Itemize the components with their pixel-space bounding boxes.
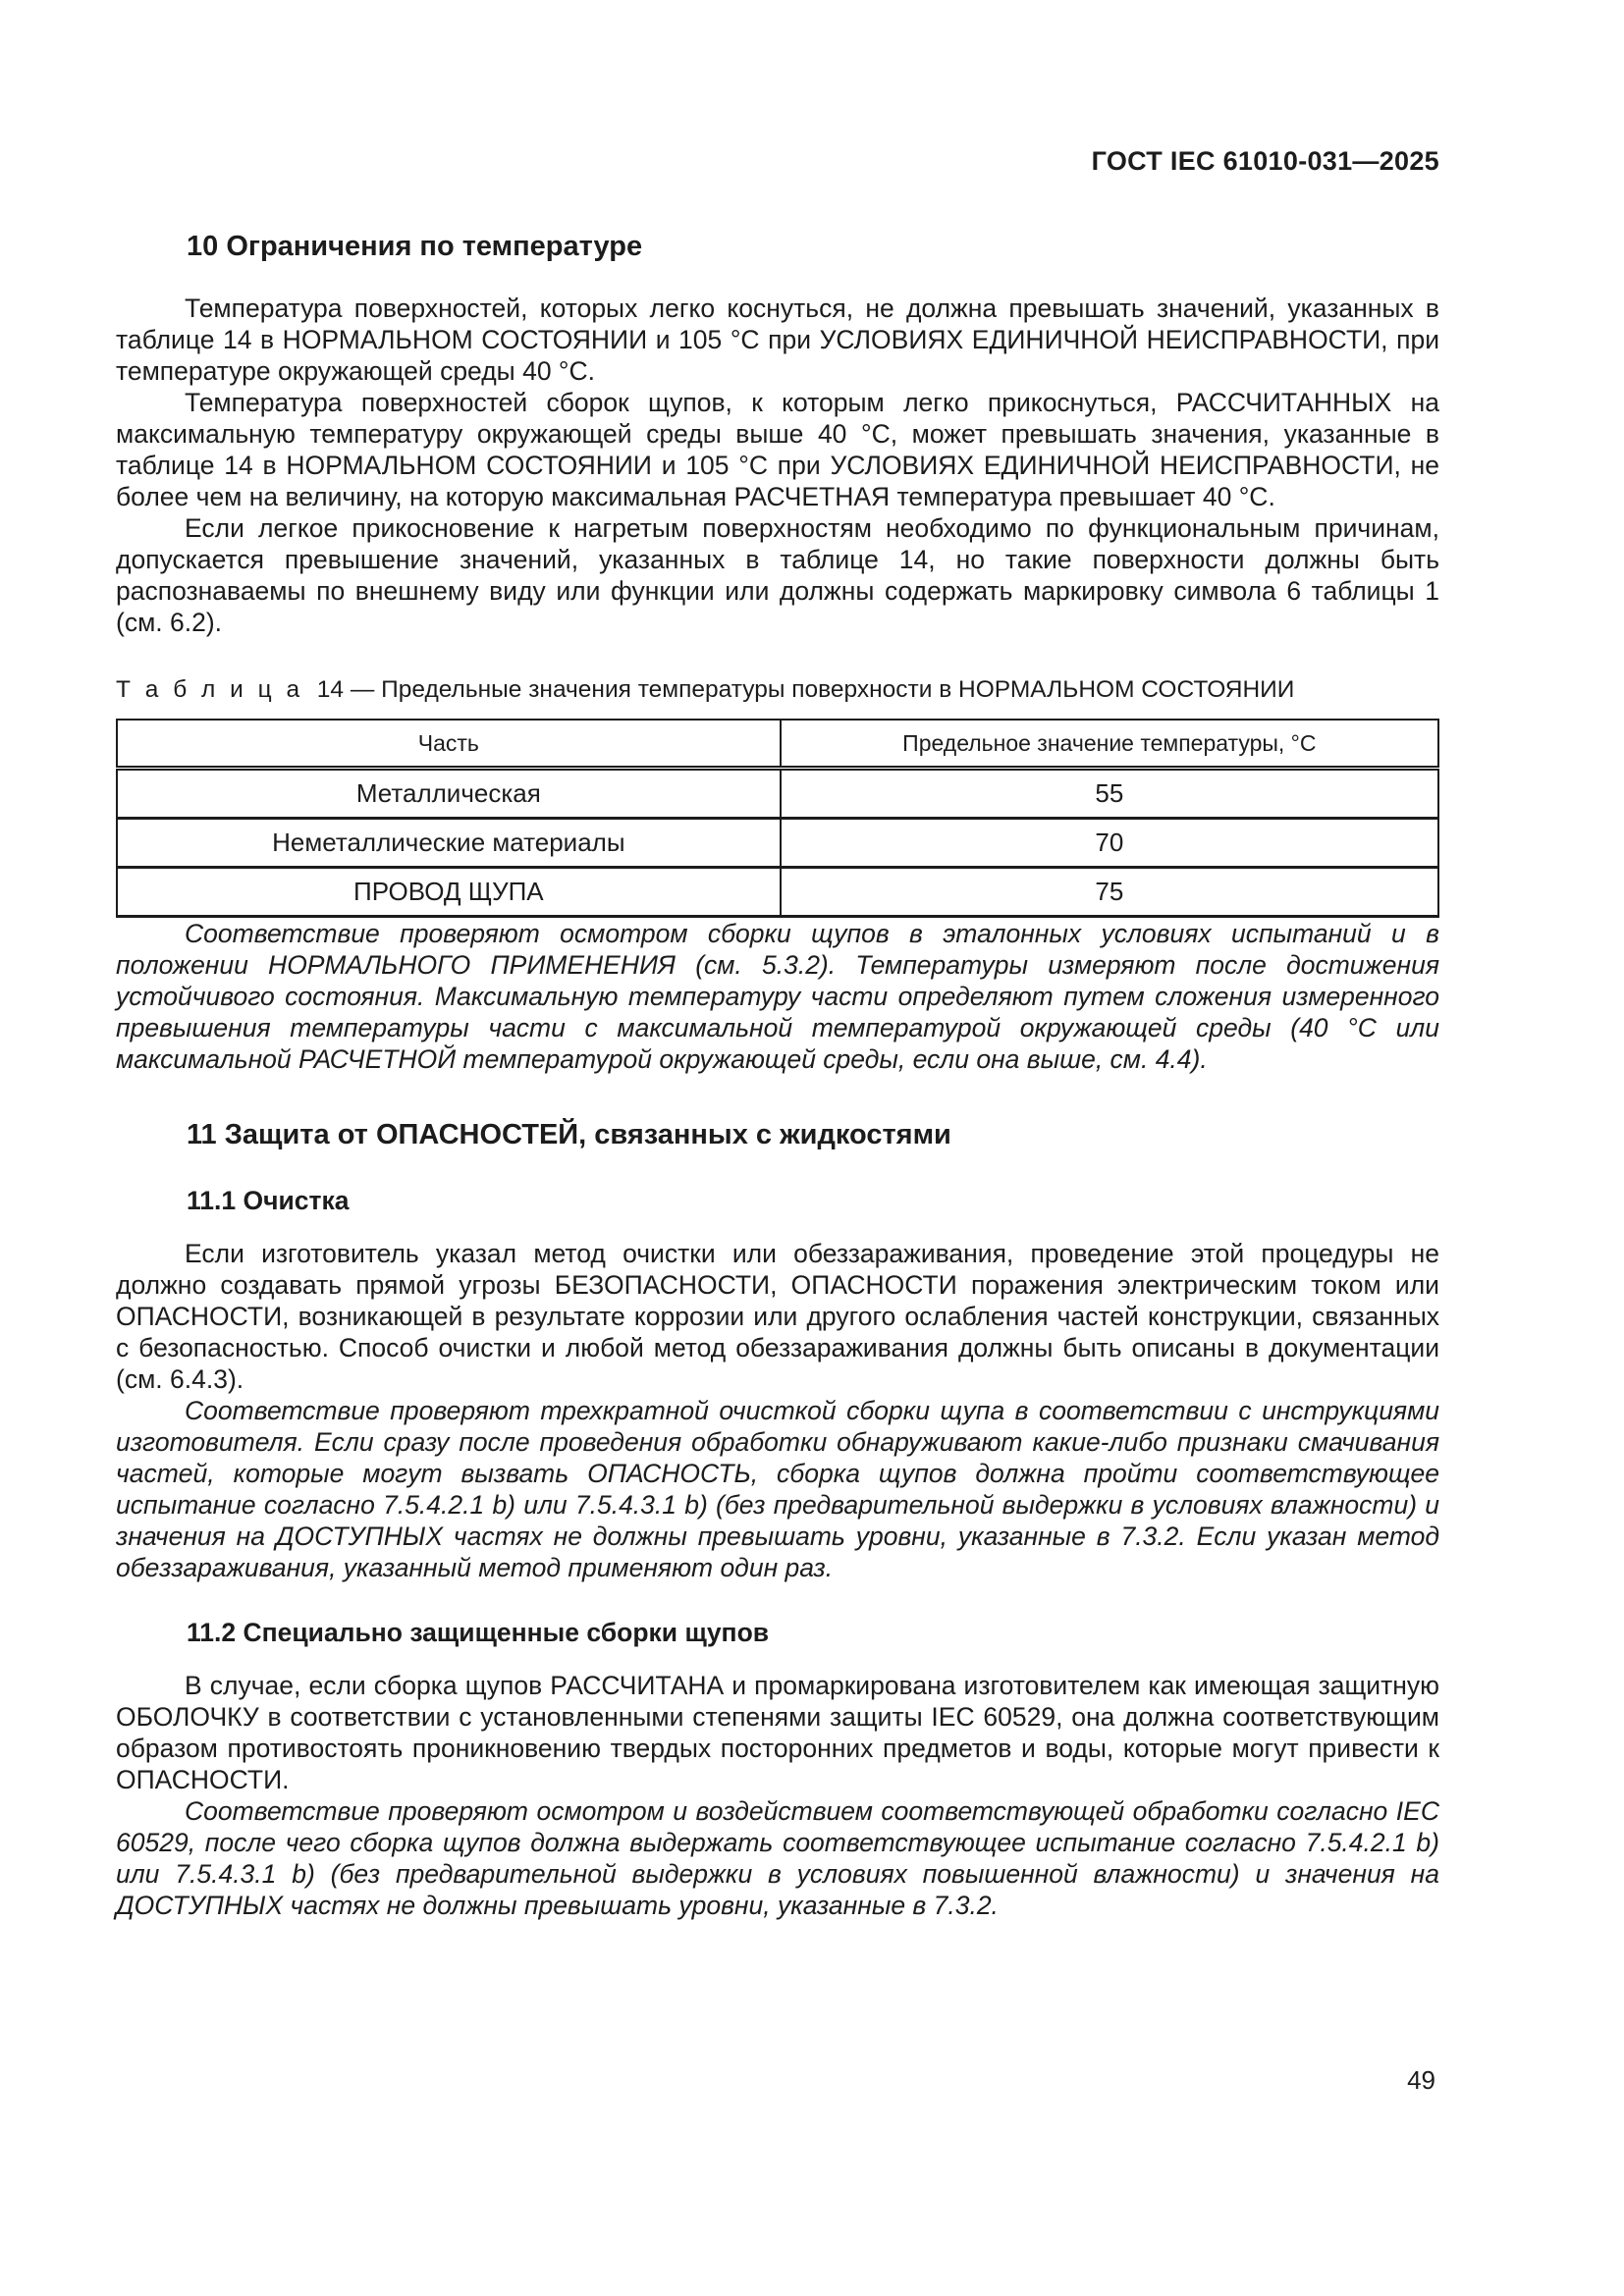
table-14-caption-number: 14: [316, 676, 344, 703]
section-10-compliance-note: Соответствие проверяют осмотром сборки щупов в эталонных условиях испытаний и в положении НОРМАЛЬНОГО ПРИМЕНЕНИЯ (см. 5.3.2). Температуры измеряют после достижения устойчивого состояния. Максимальную температуру части определяют путем сложения измеренного превышения температуры части с максимальной температурой окружающей среды (40 °С или максимальной РАСЧЕТНОЙ температурой окружающей среды, если она выше, см. 4.4).: [116, 919, 1439, 1074]
section-11-2-paragraph: В случае, если сборка щупов РАССЧИТАНА и промаркирована изготовителем как имеющая защитную ОБОЛОЧКУ в соответствии с установленными степенями защиты IEC 60529, она должна соответствующим образом противостоять проникновению твердых посторонних предметов и воды, которые могут привести к ОПАСНОСТИ.: [116, 1671, 1439, 1794]
section-11-1-paragraph: Если изготовитель указал метод очистки или обеззараживания, проведение этой процедуры не должно создавать прямой угрозы БЕЗОПАСНОСТИ, ОПАСНОСТИ поражения электрическим током или ОПАСНОСТИ, возникающей в результате коррозии или другого ослабления частей конструкции, связанных с безопасностью. Способ очистки и любой метод обеззараживания должны быть описаны в документации (см. 6.4.3).: [116, 1239, 1439, 1394]
section-10-paragraph-2: Температура поверхностей сборок щупов, к которым легко прикоснуться, РАССЧИТАННЫХ на максимальную температуру окружающей среды выше 40 °С, может превышать значения, указанные в таблице 14 в НОРМАЛЬНОМ СОСТОЯНИИ и 105 °С при УСЛОВИЯХ ЕДИНИЧНОЙ НЕИСПРАВНОСТИ, не более чем на величину, на которую максимальная РАСЧЕТНАЯ температура превышает 40 °С.: [116, 388, 1439, 511]
table-14-caption-label: Т а б л и ц а: [116, 676, 304, 703]
table-14-header-row: [117, 720, 1438, 769]
table-14-cell-part-2: Неметаллические материалы: [117, 819, 781, 868]
section-11-1-compliance-note: Соответствие проверяют трехкратной очисткой сборки щупа в соответствии с инструкциями изготовителя. Если сразу после проведения обработки обнаруживают какие-либо признаки смачивания частей, которые могут вызвать ОПАСНОСТЬ, сборка щупов должна пройти соответствующее испытание согласно 7.5.4.2.1 b) или 7.5.4.3.1 b) (без предварительной выдержки в условиях влажности) и значения на ДОСТУПНЫХ частях не должны превышать уровни, указанные в 7.3.2. Если указан метод обеззараживания, указанный метод применяют один раз.: [116, 1396, 1439, 1582]
section-11-2-compliance-note: Соответствие проверяют осмотром и воздействием соответствующей обработки согласно IEC 60529, после чего сборка щупов должна выдержать соответствующее испытание согласно 7.5.4.2.1 b) или 7.5.4.3.1 b) (без предварительной выдержки в условиях повышенной влажности) и значения на ДОСТУПНЫХ частях не должны превышать уровни, указанные в 7.3.2.: [116, 1796, 1439, 1920]
table-14-cell-part-3: ПРОВОД ЩУПА: [117, 868, 781, 917]
section-11-2-heading: 11.2 Специально защищенные сборки щупов: [187, 1618, 770, 1647]
table-row: [117, 819, 1438, 868]
section-11-heading: 11 Защита от ОПАСНОСТЕЙ, связанных с жидкостями: [187, 1119, 951, 1150]
page-number: 49: [1407, 2065, 1435, 2095]
table-14-header-temperature: Предельное значение температуры, °С: [781, 720, 1438, 769]
table-14-caption-dash: —: [350, 676, 375, 703]
page-content: [116, 145, 1439, 1921]
table-14-caption-text: Предельные значения температуры поверхности в НОРМАЛЬНОМ СОСТОЯНИИ: [381, 676, 1295, 703]
section-10-paragraph-1: Температура поверхностей, которых легко коснуться, не должна превышать значений, указанных в таблице 14 в НОРМАЛЬНОМ СОСТОЯНИИ и 105 °С при УСЛОВИЯХ ЕДИНИЧНОЙ НЕИСПРАВНОСТИ, при температуре окружающей среды 40 °С.: [116, 294, 1439, 386]
table-14-cell-part-1: Металлическая: [117, 769, 781, 819]
section-11-1-heading: 11.1 Очистка: [187, 1186, 350, 1215]
table-row: [117, 868, 1438, 917]
table-row: [117, 769, 1438, 819]
table-14-caption: [116, 675, 1439, 705]
section-10-paragraph-3: Если легкое прикосновение к нагретым поверхностям необходимо по функциональным причинам, допускается превышение значений, указанных в таблице 14, но такие поверхности должны быть распознаваемы по внешнему виду или функции или должны содержать маркировку символа 6 таблицы 1 (см. 6.2).: [116, 513, 1439, 637]
table-14-cell-value-3: 75: [781, 868, 1438, 917]
section-10-heading: 10 Ограничения по температуре: [187, 231, 643, 262]
table-14-header-part: Часть: [117, 720, 781, 769]
document-code-header: ГОСТ IEC 61010-031—2025: [1091, 146, 1439, 176]
table-14-cell-value-1: 55: [781, 769, 1438, 819]
table-14: [116, 719, 1439, 918]
table-14-cell-value-2: 70: [781, 819, 1438, 868]
